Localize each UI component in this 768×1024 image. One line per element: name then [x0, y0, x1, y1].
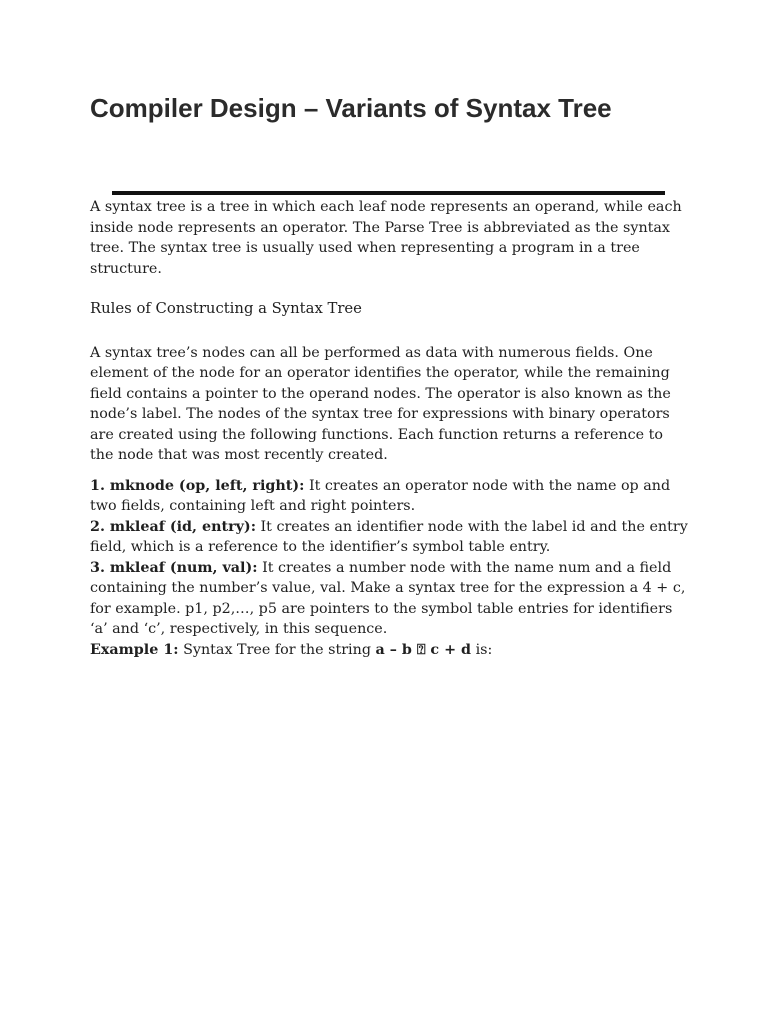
document-body [90, 197, 690, 660]
section-heading: Rules of Constructing a Syntax Tree [90, 300, 362, 317]
description-paragraph: A syntax tree’s nodes can all be performed as data with numerous fields. One element of the node for an operator identifies the operator, while the remaining field contains a pointer to the operand nodes. The operator is also known as the node’s label. The nodes of the syntax tree for expressions with binary operators are created using the following functions. Each function returns a reference to the node that was most recently created. [90, 344, 671, 463]
title-divider [112, 191, 665, 195]
example-text-before: Syntax Tree for the string [178, 641, 376, 658]
rule-term: 1. mknode (op, left, right): [90, 477, 305, 494]
page-title: Compiler Design – Variants of Syntax Tree [90, 93, 612, 123]
rule-term: 3. mkleaf (num, val): [90, 559, 258, 576]
example-line [90, 640, 690, 661]
example-text-after: is: [471, 641, 493, 658]
intro-paragraph: A syntax tree is a tree in which each leaf node represents an operand, while each inside node represents an operator. The Parse Tree is abbreviated as the syntax tree. The syntax tree is usually used when representing a program in a tree structure. [90, 199, 682, 277]
rule-text: It creates an identifier node with the label id and the entry field, which is a reference to the identifier’s symbol table entry. [90, 518, 688, 555]
rule-item-mkleaf-num [90, 558, 690, 640]
rule-text: It creates a number node with the name num and a field containing the number’s value, val. Make a syntax tree for the expression a 4 + c, for example. p1, p2,…, p5 are pointers to the symbol table entries for identifiers ‘a’ and ‘c’, respectively, in this sequence. [90, 559, 686, 637]
rule-item-mkleaf-id [90, 517, 690, 558]
example-expression: a – b ⍰ c + d [375, 641, 472, 658]
example-label: Example 1: [90, 641, 179, 658]
rule-item-mknode [90, 476, 690, 517]
rule-term: 2. mkleaf (id, entry): [90, 518, 256, 535]
rule-text: It creates an operator node with the name op and two fields, containing left and right pointers. [90, 477, 671, 514]
